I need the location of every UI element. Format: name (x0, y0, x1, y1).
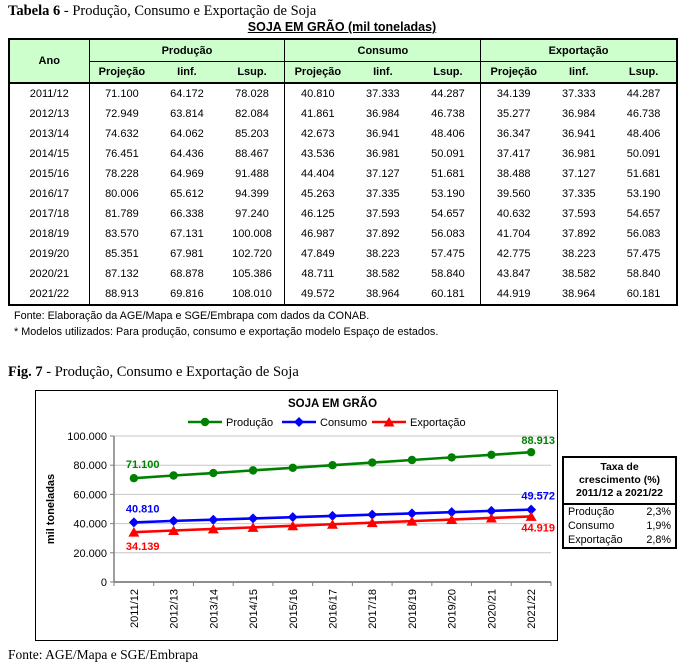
cell-value: 37.335 (366, 188, 400, 200)
cell-value: 36.981 (561, 148, 596, 160)
legend-label: Produção (226, 417, 274, 429)
column-group-consumo: Consumo (285, 39, 481, 62)
cell-value: 80.006 (105, 188, 139, 200)
cell-ano: 2019/20 (9, 244, 89, 264)
table-row (9, 264, 677, 284)
legend-marker-circle (201, 418, 209, 426)
y-tick-label: 100.000 (67, 431, 107, 443)
table-caption (8, 3, 316, 20)
table-caption-text: - Produção, Consumo e Exportação de Soja (60, 3, 317, 19)
cell-value: 37.127 (561, 168, 596, 180)
cell-value: 60.181 (626, 288, 661, 300)
table-row (9, 184, 677, 204)
growth-rate-label: Produção (568, 506, 615, 518)
cell-value: 64.062 (170, 128, 204, 140)
subheader-lsup: Lsup. (220, 62, 285, 84)
growth-rate-row (564, 533, 675, 547)
x-tick-label: 2017/18 (367, 589, 380, 629)
cell-ano: 2015/16 (9, 164, 89, 184)
cell-value: 78.228 (105, 168, 139, 180)
cell-ano: 2020/21 (9, 264, 89, 284)
data-point-produção (209, 469, 217, 477)
cell-value: 47.849 (300, 248, 335, 260)
cell-value: 71.100 (105, 88, 139, 100)
cell-value: 64.436 (170, 148, 204, 160)
x-tick-label: 2019/20 (446, 589, 459, 629)
cell-value: 91.488 (220, 164, 285, 184)
cell-value: 69.816 (170, 288, 204, 300)
cell-value: 43.847 (496, 268, 531, 280)
growth-rate-row (564, 519, 675, 533)
cell-value: 44.287 (626, 88, 661, 100)
table-row (9, 104, 677, 124)
cell-ano: 2018/19 (9, 224, 89, 244)
cell-value: 88.467 (220, 144, 285, 164)
growth-rate-value: 2,3% (646, 506, 671, 518)
x-tick-label: 2012/13 (168, 589, 181, 629)
growth-rate-label: Exportação (568, 534, 623, 546)
table-row (9, 144, 677, 164)
cell-value: 42.673 (300, 128, 335, 140)
table-source-note: Fonte: Elaboração da AGE/Mapa e SGE/Embrapa com dados da CONAB. (14, 310, 370, 322)
y-tick-label: 20.000 (73, 547, 107, 560)
cell-value: 46.125 (300, 208, 335, 220)
cell-value: 53.190 (416, 184, 481, 204)
annotation-produção-last: 88.913 (521, 435, 555, 448)
cell-value: 37.417 (496, 148, 531, 160)
cell-value: 72.949 (105, 108, 139, 120)
cell-value: 56.083 (626, 228, 661, 240)
cell-value: 48.406 (416, 124, 481, 144)
cell-value: 37.333 (366, 88, 400, 100)
cell-value: 50.091 (626, 148, 661, 160)
cell-value: 46.738 (416, 104, 481, 124)
cell-value: 57.475 (416, 244, 481, 264)
data-point-produção (249, 466, 257, 474)
cell-ano: 2014/15 (9, 144, 89, 164)
table-row (9, 124, 677, 144)
cell-ano: 2011/12 (9, 83, 89, 104)
cell-value: 44.919 (496, 288, 531, 300)
table-row (9, 244, 677, 264)
subheader-projecao: Projeção (89, 62, 154, 84)
subheader-lsup: Lsup. (611, 62, 676, 84)
subheader-lsup: Lsup. (416, 62, 481, 84)
growth-rate-box (562, 456, 677, 549)
chart-title: SOJA EM GRÃO (287, 398, 378, 410)
x-tick-label: 2014/15 (248, 589, 261, 629)
cell-value: 38.582 (561, 268, 596, 280)
x-tick-label: 2015/16 (287, 589, 300, 629)
data-point-consumo (248, 513, 258, 523)
table-row (9, 164, 677, 184)
data-point-produção (408, 456, 416, 464)
x-tick-label: 2020/21 (486, 589, 499, 629)
cell-value: 76.451 (105, 148, 139, 160)
figure-caption (8, 364, 299, 381)
cell-value: 36.984 (366, 108, 400, 120)
subheader-projecao: Projeção (481, 62, 546, 84)
cell-value: 42.775 (496, 248, 531, 260)
cell-value: 36.941 (561, 128, 596, 140)
data-point-consumo (169, 516, 179, 526)
cell-ano: 2016/17 (9, 184, 89, 204)
x-tick-label: 2011/12 (128, 589, 141, 628)
cell-value: 85.351 (105, 248, 139, 260)
cell-value: 64.172 (170, 88, 204, 100)
cell-value: 102.720 (220, 244, 285, 264)
legend-marker-diamond (294, 417, 304, 427)
data-point-consumo (288, 512, 298, 522)
cell-value: 50.091 (416, 144, 481, 164)
y-tick-label: 80.000 (73, 460, 107, 473)
subheader-iinf: Iinf. (350, 62, 415, 84)
line-chart (35, 390, 558, 641)
cell-value: 105.386 (220, 264, 285, 284)
subheader-projecao: Projeção (285, 62, 350, 84)
cell-value: 48.711 (301, 268, 335, 280)
cell-value: 43.536 (300, 148, 335, 160)
cell-value: 36.981 (366, 148, 400, 160)
cell-value: 67.131 (170, 228, 204, 240)
cell-value: 38.223 (561, 248, 596, 260)
cell-value: 63.814 (170, 108, 204, 120)
cell-value: 66.338 (170, 208, 204, 220)
cell-value: 37.127 (366, 168, 400, 180)
column-header-ano: Ano (9, 39, 89, 83)
cell-value: 48.406 (626, 128, 661, 140)
y-tick-label: 40.000 (73, 518, 107, 531)
cell-value: 65.612 (170, 188, 204, 200)
cell-value: 38.223 (366, 248, 400, 260)
cell-value: 58.840 (626, 268, 661, 280)
column-group-exportacao: Exportação (481, 39, 677, 62)
data-point-produção (130, 474, 138, 482)
data-point-produção (368, 458, 376, 466)
cell-value: 37.593 (561, 208, 596, 220)
cell-value: 36.984 (561, 108, 596, 120)
cell-value: 44.287 (416, 83, 481, 104)
growth-rate-row (564, 505, 675, 519)
cell-value: 87.132 (105, 268, 139, 280)
cell-value: 88.913 (105, 288, 139, 300)
cell-value: 36.941 (366, 128, 400, 140)
cell-value: 57.475 (626, 248, 661, 260)
cell-value: 46.738 (626, 108, 661, 120)
growth-rate-rows (564, 505, 675, 547)
cell-value: 39.560 (496, 188, 531, 200)
cell-value: 41.861 (300, 108, 335, 120)
cell-value: 54.657 (626, 208, 661, 220)
cell-value: 51.681 (626, 168, 661, 180)
soja-line-chart-canvas (36, 391, 557, 640)
table-row (9, 83, 677, 104)
cell-value: 40.632 (496, 208, 531, 220)
cell-value: 36.347 (496, 128, 531, 140)
growth-rate-value: 2,8% (646, 534, 671, 546)
cell-value: 81.789 (105, 208, 139, 220)
cell-value: 85.203 (220, 124, 285, 144)
cell-value: 97.240 (220, 204, 285, 224)
x-tick-label: 2013/14 (208, 589, 221, 629)
y-tick-label: 0 (100, 577, 107, 589)
figure-source: Fonte: AGE/Mapa e SGE/Embrapa (8, 647, 199, 662)
cell-value: 82.084 (220, 104, 285, 124)
cell-value: 49.572 (300, 288, 335, 300)
data-point-produção (527, 448, 535, 456)
data-point-produção (169, 471, 177, 479)
annotation-consumo-last: 49.572 (521, 490, 555, 503)
y-axis-title: mil toneladas (45, 473, 57, 545)
x-tick-label: 2016/17 (327, 589, 340, 629)
cell-value: 51.681 (416, 164, 481, 184)
column-group-producao: Produção (89, 39, 285, 62)
cell-value: 37.892 (366, 228, 400, 240)
cell-ano: 2013/14 (9, 124, 89, 144)
growth-rate-label: Consumo (568, 520, 615, 532)
subheader-iinf: Iinf. (546, 62, 611, 84)
cell-value: 83.570 (105, 228, 139, 240)
x-tick-label: 2021/22 (526, 589, 539, 629)
cell-value: 44.404 (300, 168, 335, 180)
figure-caption-number: Fig. 7 (8, 364, 43, 380)
annotation-produção-first: 71.100 (125, 459, 160, 472)
cell-value: 94.399 (220, 184, 285, 204)
table-row (9, 284, 677, 305)
cell-value: 37.335 (561, 188, 596, 200)
annotation-consumo-first: 40.810 (125, 503, 160, 516)
cell-value: 38.964 (366, 288, 400, 300)
table-title: SOJA EM GRÃO (mil toneladas) (247, 20, 437, 34)
cell-value: 38.582 (366, 268, 400, 280)
cell-value: 53.190 (626, 188, 661, 200)
cell-ano: 2021/22 (9, 284, 89, 305)
table-caption-number: Tabela 6 (8, 3, 61, 19)
legend-label: Consumo (320, 417, 368, 429)
table-row (9, 224, 677, 244)
cell-value: 67.981 (170, 248, 204, 260)
cell-value: 74.632 (105, 128, 139, 140)
cell-ano: 2017/18 (9, 204, 89, 224)
cell-value: 40.810 (300, 88, 335, 100)
cell-value: 41.704 (496, 228, 531, 240)
data-point-produção (487, 451, 495, 459)
cell-value: 45.263 (300, 188, 335, 200)
cell-value: 64.969 (170, 168, 204, 180)
cell-value: 37.892 (561, 228, 596, 240)
data-point-consumo (129, 517, 139, 527)
annotation-exportação-last: 44.919 (521, 522, 555, 535)
data-point-produção (447, 453, 455, 461)
cell-value: 100.008 (220, 224, 285, 244)
growth-rate-value: 1,9% (646, 520, 671, 532)
cell-value: 37.593 (366, 208, 400, 220)
data-point-produção (328, 461, 336, 469)
table-model-note: * Modelos utilizados: Para produção, consumo e exportação modelo Espaço de estados. (14, 326, 439, 338)
cell-value: 34.139 (496, 88, 531, 100)
cell-value: 35.277 (496, 108, 531, 120)
legend-label: Exportação (410, 417, 466, 429)
cell-value: 56.083 (416, 224, 481, 244)
cell-value: 58.840 (416, 264, 481, 284)
y-tick-label: 60.000 (73, 489, 107, 502)
data-point-produção (289, 464, 297, 472)
annotation-exportação-first: 34.139 (125, 541, 160, 554)
cell-value: 54.657 (416, 204, 481, 224)
cell-value: 37.333 (561, 88, 596, 100)
x-tick-label: 2018/19 (406, 589, 419, 629)
cell-value: 78.028 (220, 83, 285, 104)
subheader-iinf: Iinf. (154, 62, 219, 84)
growth-rate-title: Taxa de crescimento (%) 2011/12 a 2021/22 (564, 458, 675, 505)
cell-value: 68.878 (170, 268, 204, 280)
production-consumption-export-table (8, 38, 678, 306)
cell-value: 60.181 (416, 284, 481, 305)
figure-caption-text: - Produção, Consumo e Exportação de Soja (42, 364, 299, 380)
cell-value: 108.010 (220, 284, 285, 305)
cell-value: 46.987 (300, 228, 335, 240)
cell-value: 38.964 (561, 288, 596, 300)
cell-value: 38.488 (496, 168, 531, 180)
cell-ano: 2012/13 (9, 104, 89, 124)
table-row (9, 204, 677, 224)
